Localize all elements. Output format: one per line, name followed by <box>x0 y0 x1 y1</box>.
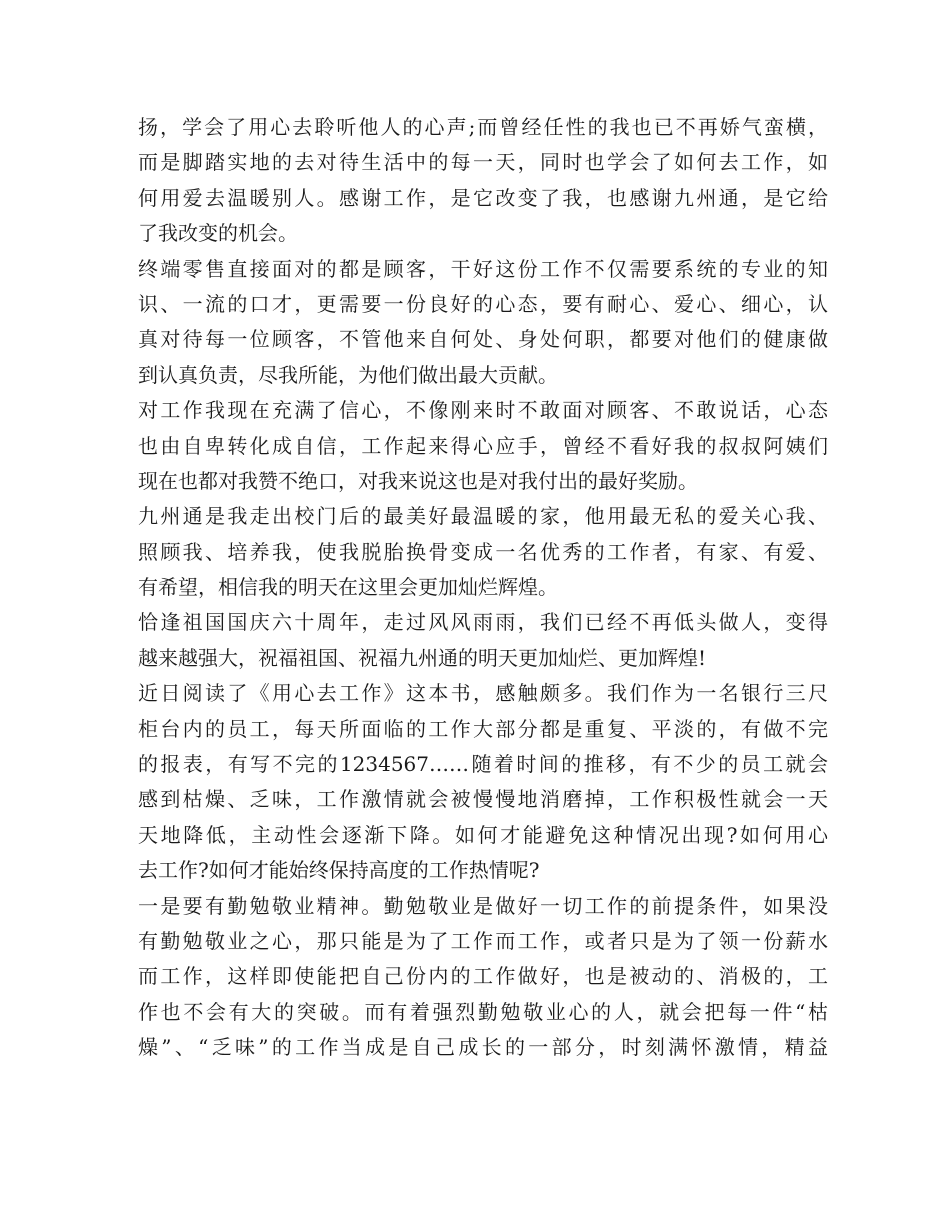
text-line: 感到枯燥、乏味，工作激情就会被慢慢地消磨掉，工作积极性就会一天 <box>138 787 828 812</box>
text-line: 而工作，这样即使能把自己份内的工作做好，也是被动的、消极的，工 <box>138 964 828 989</box>
text-line: 也由自卑转化成自信，工作起来得心应手，曾经不看好我的叔叔阿姨们 <box>138 433 828 458</box>
text-line: 天地降低，主动性会逐渐下降。如何才能避免这种情况出现?如何用心 <box>138 822 828 847</box>
text-line: 而是脚踏实地的去对待生活中的每一天，同时也学会了如何去工作，如 <box>138 150 828 175</box>
text-line: 终端零售直接面对的都是顾客，干好这份工作不仅需要系统的专业的知 <box>138 256 828 281</box>
text-line: 近日阅读了《用心去工作》这本书，感触颇多。我们作为一名银行三尺 <box>138 681 828 706</box>
text-line: 有勤勉敬业之心，那只能是为了工作而工作，或者只是为了领一份薪水 <box>138 928 828 953</box>
text-line: 对工作我现在充满了信心，不像刚来时不敢面对顾客、不敢说话，心态 <box>138 398 828 423</box>
text-line: 燥”、“乏味”的工作当成是自己成长的一部分，时刻满怀激情，精益 <box>138 1035 828 1060</box>
paragraph <box>138 393 828 499</box>
text-line: 越来越强大，祝福祖国、祝福九州通的明天更加灿烂、更加辉煌! <box>138 645 707 670</box>
paragraph <box>138 110 828 252</box>
paragraph <box>138 499 828 605</box>
text-line: 柜台内的员工，每天所面临的工作大部分都是重复、平淡的，有做不完 <box>138 716 828 741</box>
text-line: 照顾我、培养我，使我脱胎换骨变成一名优秀的工作者，有家、有爱、 <box>138 539 828 564</box>
text-line: 恰逢祖国国庆六十周年，走过风风雨雨，我们已经不再低头做人，变得 <box>138 610 828 635</box>
text-line: 扬，学会了用心去聆听他人的心声;而曾经任性的我也已不再娇气蛮横， <box>138 115 828 139</box>
text-line: 何用爱去温暖别人。感谢工作，是它改变了我，也感谢九州通，是它给 <box>138 185 828 210</box>
text-line: 九州通是我走出校门后的最美好最温暖的家，他用最无私的爱关心我、 <box>138 504 828 529</box>
text-line: 到认真负责，尽我所能，为他们做出最大贡献。 <box>138 362 558 387</box>
text-line: 现在也都对我赞不绝口，对我来说这也是对我付出的最好奖励。 <box>138 468 698 493</box>
text-line: 一是要有勤勉敬业精神。勤勉敬业是做好一切工作的前提条件，如果没 <box>138 893 828 918</box>
text-line: 了我改变的机会。 <box>138 221 298 246</box>
text-line: 去工作?如何才能始终保持高度的工作热情呢? <box>138 858 540 883</box>
paragraph <box>138 605 828 676</box>
text-line: 识、一流的口才，更需要一份良好的心态，要有耐心、爱心、细心，认 <box>138 291 828 316</box>
text-line: 有希望，相信我的明天在这里会更加灿烂辉煌。 <box>138 575 558 600</box>
text-line: 的报表，有写不完的1234567……随着时间的推移，有不少的员工就会 <box>138 752 828 777</box>
paragraph <box>138 889 828 1066</box>
text-line: 作也不会有大的突破。而有着强烈勤勉敬业心的人，就会把每一件“枯 <box>138 999 828 1024</box>
paragraph <box>138 676 828 888</box>
document-body <box>138 110 828 1066</box>
text-line: 真对待每一位顾客，不管他来自何处、身处何职，都要对他们的健康做 <box>138 327 828 352</box>
paragraph <box>138 252 828 394</box>
